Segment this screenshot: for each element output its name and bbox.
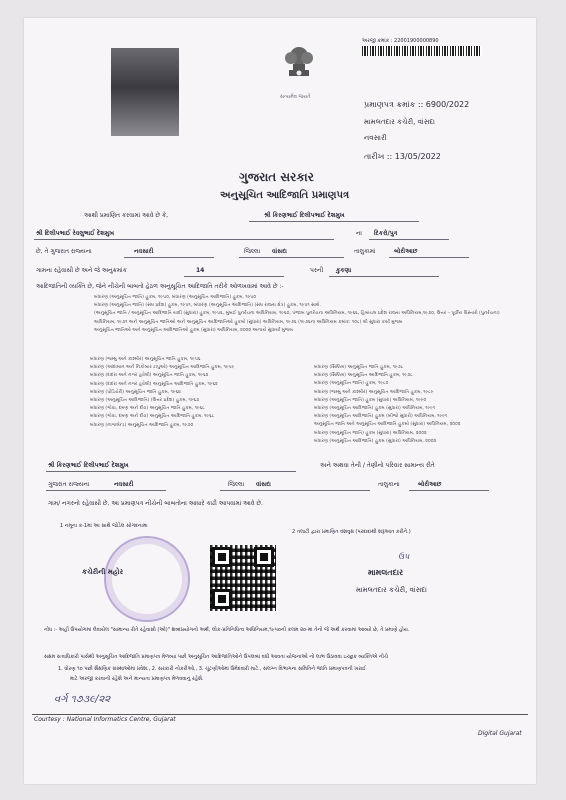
order-item: બંધારણ (ગોવા, દમણ અને દીવ) અનુસૂચિત આદિજાતિ હુકમ, ૧૯૬૮ [90,414,215,420]
schedule-number: 14 [196,267,205,274]
certificate-page [24,18,536,784]
order-item: બંધારણ (દાદરા અને નગર હવેલી) અનુસૂચિત આદિજાતિ હુકમ, ૧૯૬૨ [90,381,218,387]
relation: દિકરો/પુત્ર [374,230,398,237]
issuing-office: મામલતદાર કચેરી, વાંસદા [364,118,435,126]
order-item: બંધારણ (અનુસૂચિત આદિજાતિ) હુકમ (સુધારા) અધિનિયમ, ૨૦૦૨ [314,438,437,444]
order-item: અધિનિયમ, ૧૯૭૧ અને અનુસૂચિત જાતિઓ અને અનુસૂચિત આદિજાતિઓ હુકમો (સુધારા) અધિનિયમ, ૧૯૭૬ (૧૯૭૬ના અધિનિયમ ક્રમાંક: ૧૦૮) થી સુધારા કર્યા મુજબ [94,319,403,325]
handwritten-entry: વર્ગ ૧૭૩૯/૨૨ [54,694,111,705]
certificate-number: પ્રમાણપત્ર ક્રમાંક :: 6900/2022 [364,100,470,109]
taluka-label: તાલુકામાં [354,248,376,255]
signatory-office: મામલતદાર કચેરી, વાંસદા [356,586,427,594]
district-label: જિલ્લા [244,248,261,255]
applicant-photo [111,48,179,136]
district-value: નવસારી [134,248,154,255]
order-item: બંધારણ (અનુસૂચિત આદિજાતિ) (ઉત્તર પ્રદેશ) હુકમ, ૧૯૬૭ [90,398,200,404]
emblem-caption: સત્યમેવ જયતે [280,94,311,100]
resident-taluka-label: તાલુકાના [378,481,400,488]
footer-paragraph: સક્ષમ સત્તાધિકારી પાસેથી અનુસૂચિત આદિજાતિ પ્રમાણપત્ર મેળવ્યા પછી અનુસૂચિત આદિજાતિઓને ઉપલબ્ધ વધી આવતા યોજનાઓ નો લાભ ઉઠાવવા ઇચ્છુક વ્યક્તિએ નીચે [44,654,388,660]
signature-scribble: ઉપ [398,552,410,561]
resident-name-suffix: અને અથવા તેની / તેણીનો પરિવાર સામાન્ય રીતે [320,462,435,469]
schedule-label: ગામના રહેવાસી છે અને જે અનુક્રમાંક [36,267,127,274]
order-item: બંધારણ (અનુસૂચિત જાતિ) હુકમ (સુધારા) અધિનિયમ, ૨૦૦૨ [314,430,427,436]
office-seal-label: કચેરીની મહોર [82,568,124,576]
certificate-title: અનુસૂચિત આદિજાતિ પ્રમાણપત્ર [220,190,350,201]
order-item: બંધારણ (અનુસૂચિત જાતિ) હુકમ, ૧૯૫૦, બંધારણ (અનુસૂચિત આદિજાતિ) હુકમ, ૧૯૫૦ [94,295,257,300]
order-item: (અનુસૂચિત જાતિ / અનુસૂચિત આદિજાતિ યાદી (સુધારા) હુકમ, ૧૯૫૬, મુંબઈ પુનર્રચના અધિનિયમ, ૧૯૬૦, પંજાબ પુનર્રચના અધિનિયમ, ૧૯૬૬, હિમાચલ પ્રદેશ રાજ્ય અધિનિયમ,૧૯૭૦, ઉત્તર – પૂર્વીય વિસ્તારો (પુનર્રચના) [94,311,500,317]
order-item: બંધારણ (અનુસૂચિત જાતિ) (સંઘ પ્રદેશ) હુકમ, ૧૯૫૧, બંધારણ (અનુસૂચિત આદિજાતિ) (સંઘ રાજ્ય ક્ષેત્ર) હુકમ, ૧૯૫૧ સાથે. [94,303,321,309]
village-value: બોરીઆછ [394,248,418,255]
order-item: બંધારણ (અનુસૂચિત આદિજાતિ) હુકમ (બીજો સુધારો) અધિનિયમ, ૧૯૯૧ [314,414,448,420]
father-name: શ્રી દિલીપભાઈ રેવલુભાઈ દેશમુખ [36,230,115,237]
resident-district: નવસારી [114,481,134,488]
national-emblem-icon [279,40,319,92]
order-item: બંધારણ (જમ્મુ અને કાશ્મીર) અનુસૂચિત જાતિ હુકમ, ૧૯૫૬ [90,357,201,362]
order-item: બંધારણ (દાદરા અને નગર હવેલી) અનુસૂચિત જાતિ હુકમ, ૧૯૬૨ [90,373,209,379]
order-item: બંધારણ (નાગાલેન્ડ) અનુસૂચિત આદિજાતિ હુકમ, ૧૯૭૦ [90,422,194,428]
applicant-name: શ્રી કિરણભાઈ દિલીપભાઈ દેશમુખ [264,212,345,219]
state-label: છે, તે ગુજરાત રાજ્યના [36,248,92,255]
application-number: અરજી ક્રમાંક : 22001900000890 [362,38,439,44]
barcode [362,46,482,56]
qr-code [210,545,276,611]
government-title: ગુજરાત સરકાર [239,170,314,184]
resident-name: શ્રી કિરણભાઈ દિલીપભાઈ દેશમુખ [48,462,129,469]
resident-taluka: વાંસદા [256,481,271,488]
orders-right-list [314,364,461,446]
order-item: બંધારણ (અનુસૂચિત આદિજાતિ) હુકમ (સુધારા) અધિનિયમ, ૧૯૯૧ [314,406,436,412]
resident-village: બોરીઆછ [418,481,442,488]
order-item: બંધારણ (અનુસૂચિત જાતિ) હુકમ, ૧૯૮૦ [314,381,389,387]
basis-item-1: 1 નમૂના ક-1માં આ સાથે જોડેલ સોગંદનામા [60,523,148,529]
office-seal [104,536,190,622]
resident-district-label: જિલ્લા [228,481,245,488]
orders-left-list [90,356,234,430]
residence-closing: ગામ/ નગરનો રહેવાસી છે. આ પ્રમાણપત્ર નીચેની બાબતોના આધારે કાઢી આપવામાં આવે છે. [48,500,263,507]
tribe-suffix: આદિજાતિની વ્યક્તિ છે, જેને નીચેની બાબતો હેઠળ અનુસૂચિત આદિજાતિ તરીકે ઓળખવામાં આવે છે :- [36,283,284,290]
tribe-label: પરની [310,267,324,274]
order-item: બંધારણ (સિક્કિમ) અનુસૂચિત જાતિ હુકમ, ૧૯૭૮ [314,365,404,370]
intro-text: આથી પ્રમાણિત કરવામાં આવે છે કે, [84,212,169,219]
taluka-value: વાંસદા [272,248,287,255]
issue-date: તારીખ :: 13/05/2022 [364,152,441,161]
order-item: બંધારણ (પોંડિચેરી) અનુસૂચિત જાતિ હુકમ, ૧૯૬૪ [90,389,182,395]
relation-prefix: ના [356,230,362,237]
footer-list: 1. ધોરણ ૧૦ પછી શૈક્ષણિક સંસ્થાઓમાં પ્રવેશ., 2. સરકારી નોકરીઓ., 3. ચૂંટણીઓમાં ઉમેદવારી માટે., સંલગ્ન વિભાગના સમિતિને જાતિ પ્રમાણપત્રની ખરાઈ [58,666,367,672]
tribe-value: કુકણા [336,267,352,274]
signatory-designation: મામલતદાર [368,568,404,577]
order-item: બંધારણ (આંદામાન અને નિકોબાર ટાપુઓ) અનુસૂચિત આદિજાતિ હુકમ, ૧૯૫૯ [90,365,235,371]
footer-note: નોંધ :- અહીં ઉપયોગમાં લેવાયેલ "સામાન્ય રીતે રહેવાસી (ઓ)" શબ્દપ્રયોગનો અર્થ, લોક-પ્રતિનિધિત્વ અધિનિયમ,૧૯૫૦ની કલમ ૨૦-માં તેનો જે અર્થ કરવામાં આવ્યો છે, તે પ્રમાણે હોય. [44,627,410,633]
brand-label: Digital Gujarat [478,730,522,737]
footer-list-continued: માટે અરજી કરવાની રહેશે અને માન્યતા પ્રમાણપત્ર મેળવવાનું રહેશે. [70,676,204,682]
resident-state: ગુજરાત રાજ્યના [48,481,90,488]
basis-item-2: 2 તલાટી દ્વારા પ્રમાણિત વંશવૃક્ષ (પરદાદાથી શરૂઆત કરીને.) [292,529,411,535]
order-item: બંધારણ (ગોવા, દમણ અને દીવ) અનુસૂચિત જાતિ હુકમ, ૧૯૬૮ [90,406,205,412]
order-item: અનુસૂચિત જાતિ અને અનુસૂચિત આદિજાતિ હુકમો (સુધારા) અધિનિયમ, ૨૦૦૨ [314,422,461,428]
orders-list [94,294,500,335]
order-item: બંધારણ (જમ્મુ અને કાશ્મીર) અનુસૂચિત આદિજાતિ હુકમ, ૧૯૮૯ [314,389,434,395]
order-item: બંધારણ (અનુસૂચિત જાતિ) હુકમ (સુધારા) અધિનિયમ, ૧૯૯૦ [314,397,427,403]
order-item: બંધારણ (સિક્કિમ) અનુસૂચિત આદિજાતિ હુકમ, ૧૯૭૮ [314,373,413,379]
issuing-district: નવસારી [364,134,387,142]
courtesy-line: Courtesy : National Informatics Centre, Gujarat [34,716,176,723]
order-item: અનુસૂચિત જાતિઓ અને અનુસૂચિત આદિજાતિઓ હુકમ (સુધારા) અધિનિયમ, ૨૦૦૨ અન્વયે સુધાર્યા મુજબ [94,327,293,333]
